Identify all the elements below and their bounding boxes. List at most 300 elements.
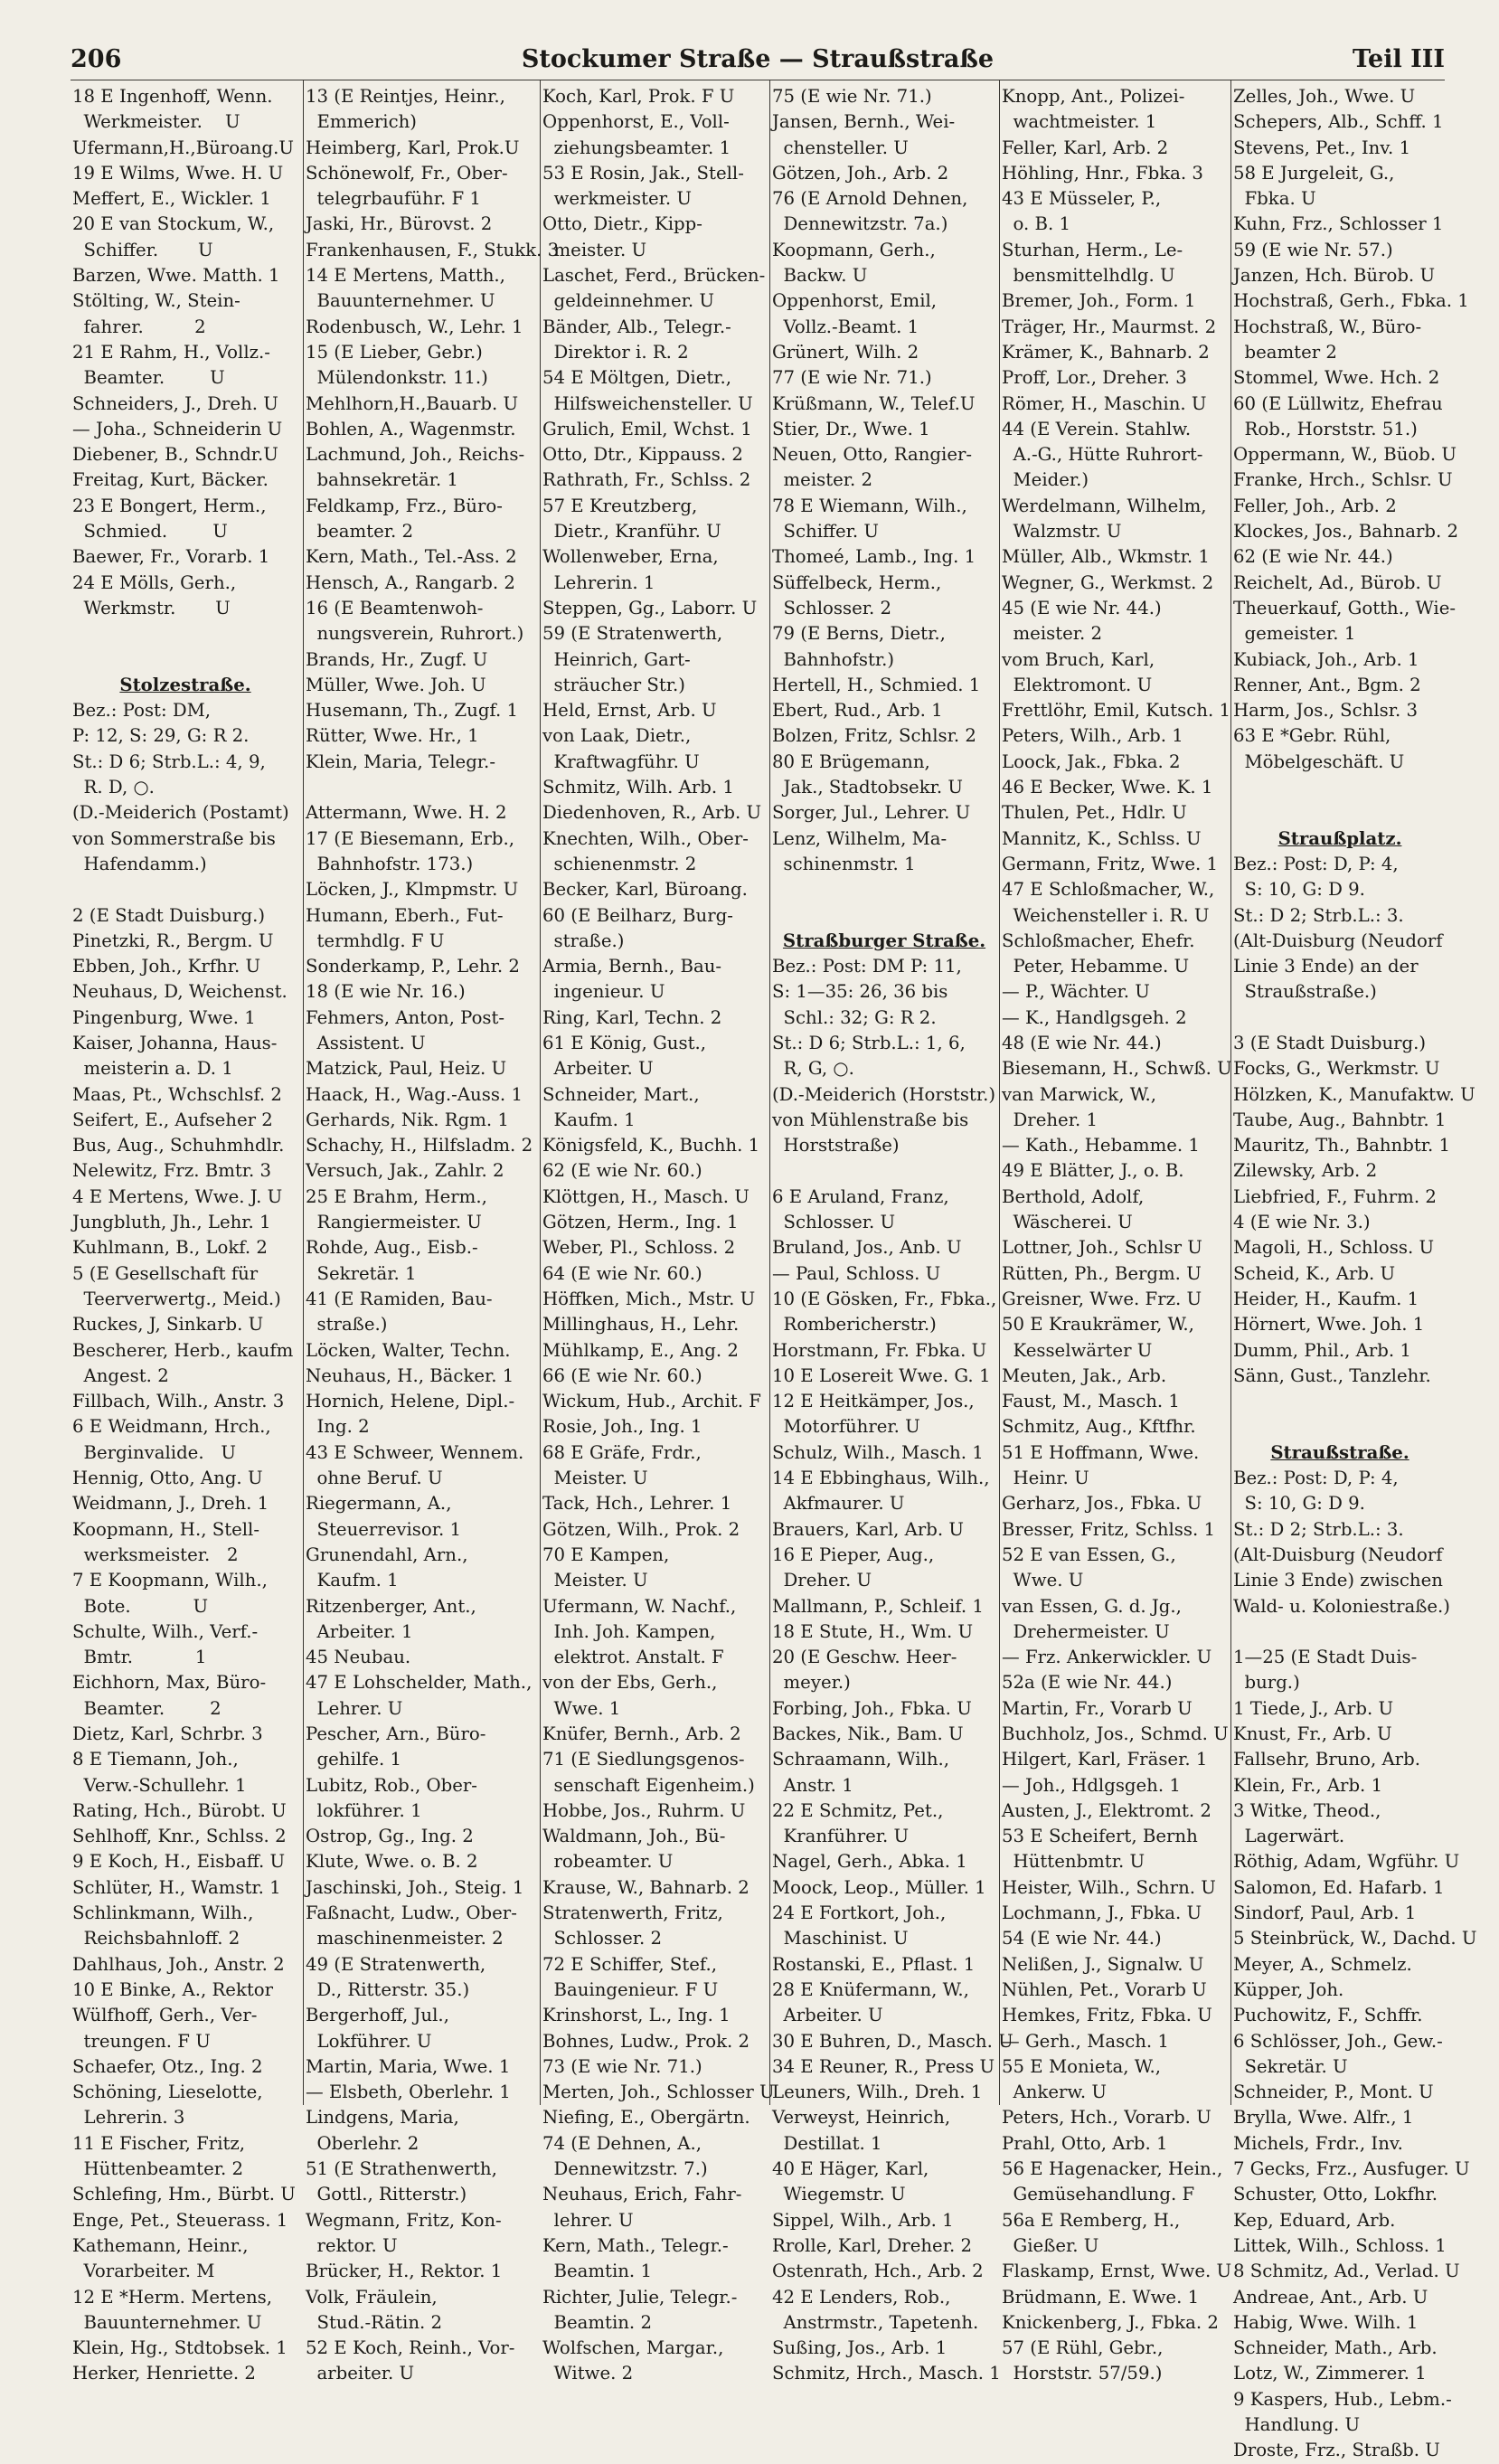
- directory-line: Focks, G., Werkmstr. U: [1233, 1058, 1440, 1080]
- directory-line: Bruland, Jos., Anb. U: [772, 1237, 962, 1259]
- directory-line: arbeiter. U: [306, 2363, 415, 2384]
- directory-line: telegrbauführ. F 1: [306, 188, 481, 210]
- directory-line: 62 (E wie Nr. 60.): [542, 1160, 702, 1182]
- directory-line: 78 E Wiemann, Wilh.,: [772, 495, 967, 516]
- column-divider: [769, 80, 770, 2105]
- directory-line: Stölting, W., Stein-: [72, 290, 240, 312]
- directory-line: 68 E Gräfe, Frdr.,: [542, 1441, 702, 1463]
- directory-line: Schneider, P., Mont. U: [1233, 2082, 1434, 2103]
- directory-line: Faßnacht, Ludw., Ober-: [306, 1902, 517, 1924]
- directory-line: Pingenburg, Wwe. 1: [72, 1006, 256, 1028]
- directory-line: 43 E Müsseler, P.,: [1002, 188, 1162, 210]
- directory-line: Dahlhaus, Joh., Anstr. 2: [72, 1953, 285, 1975]
- directory-line: Götzen, Joh., Arb. 2: [772, 162, 949, 184]
- directory-line: Sorger, Jul., Lehrer. U: [772, 802, 971, 824]
- directory-line: schinenmstr. 1: [772, 853, 916, 874]
- directory-line: Linie 3 Ende) an der: [1233, 956, 1419, 977]
- directory-line: 54 (E wie Nr. 44.): [1002, 1928, 1162, 1949]
- directory-line: Schneider, Math., Arb.: [1233, 2337, 1438, 2359]
- directory-line: Bez.: Post: DM,: [72, 700, 212, 722]
- directory-line: St.: D 6; Strb.L.: 1, 6,: [772, 1032, 966, 1053]
- directory-line: Buchholz, Jos., Schmd. U: [1002, 1723, 1229, 1744]
- directory-line: 12 E Heitkämper, Jos.,: [772, 1391, 975, 1412]
- directory-line: 72 E Schiffer, Stef.,: [542, 1953, 717, 1975]
- directory-line: robeamter. U: [542, 1851, 674, 1873]
- directory-line: Schmitz, Hrch., Masch. 1: [772, 2363, 1001, 2384]
- directory-line: 1—25 (E Stadt Duis-: [1233, 1647, 1418, 1668]
- directory-line: P: 12, S: 29, G: R 2.: [72, 725, 250, 747]
- directory-line: Bote. U: [72, 1595, 209, 1617]
- directory-line: Schlefing, Hm., Bürbt. U: [72, 2184, 296, 2205]
- directory-line: Werkmstr. U: [72, 597, 231, 618]
- directory-line: Mallmann, P., Schleif. 1: [772, 1595, 984, 1617]
- directory-line: bensmittelhdlg. U: [1002, 265, 1175, 287]
- directory-line: meisterin a. D. 1: [72, 1058, 233, 1080]
- directory-line: 55 E Monieta, W.,: [1002, 2055, 1162, 2077]
- directory-line: Littek, Wilh., Schloss. 1: [1233, 2234, 1447, 2256]
- directory-line: Löcken, J., Klmpmstr. U: [306, 879, 519, 901]
- directory-line: Hüttenbeamter. 2: [72, 2158, 244, 2180]
- part-label: Teil III: [1353, 45, 1445, 73]
- directory-line: 25 E Brahm, Herm.,: [306, 1185, 487, 1207]
- directory-line: Schneider, Mart.,: [542, 1083, 700, 1105]
- directory-line: Bez.: Post: DM P: 11,: [772, 956, 962, 977]
- directory-line: Grunendahl, Arn.,: [306, 1544, 468, 1565]
- directory-line: Leuners, Wilh., Dreh. 1: [772, 2082, 983, 2103]
- directory-line: — Joha., Schneiderin U: [72, 418, 283, 439]
- directory-line: Horststraße): [772, 1135, 900, 1156]
- directory-line: Bohnes, Ludw., Prok. 2: [542, 2030, 750, 2052]
- directory-line: Otto, Dietr., Kipp-: [542, 213, 702, 235]
- directory-line: meister. U: [542, 239, 647, 260]
- directory-line: 4 E Mertens, Wwe. J. U: [72, 1185, 283, 1207]
- directory-line: Otto, Dtr., Kippauss. 2: [542, 444, 743, 466]
- directory-line: 4 (E wie Nr. 3.): [1233, 1212, 1371, 1233]
- directory-line: Rating, Hch., Bürobt. U: [72, 1799, 287, 1821]
- directory-line: Hertell, H., Schmied. 1: [772, 674, 981, 695]
- directory-line: Dreher. 1: [1002, 1109, 1098, 1130]
- directory-line: Küpper, Joh.: [1233, 1978, 1344, 2000]
- directory-line: 66 (E wie Nr. 60.): [542, 1364, 702, 1386]
- directory-line: Inh. Joh. Kampen,: [542, 1620, 716, 1642]
- directory-line: meister. 2: [772, 469, 873, 491]
- directory-line: Bahnhofstr.): [772, 648, 895, 670]
- directory-line: Germann, Fritz, Wwe. 1: [1002, 853, 1219, 874]
- directory-line: Held, Ernst, Arb. U: [542, 700, 717, 722]
- directory-line: Stommel, Wwe. Hch. 2: [1233, 367, 1440, 389]
- directory-line: maschinenmeister. 2: [306, 1928, 504, 1949]
- directory-line: Rodenbusch, W., Lehr. 1: [306, 316, 523, 337]
- directory-line: Barzen, Wwe. Matth. 1: [72, 265, 280, 287]
- directory-line: Drehermeister. U: [1002, 1620, 1170, 1642]
- directory-line: Schiffer. U: [72, 239, 213, 260]
- directory-line: 54 E Möltgen, Dietr.,: [542, 367, 732, 389]
- directory-line: Bmtr. 1: [72, 1647, 207, 1668]
- directory-line: Steuerrevisor. 1: [306, 1518, 462, 1540]
- directory-line: Peter, Hebamme. U: [1002, 956, 1190, 977]
- directory-line: Oberlehr. 2: [306, 2132, 420, 2154]
- directory-line: 57 (E Rühl, Gebr.,: [1002, 2337, 1164, 2359]
- directory-line: Enge, Pet., Steuerass. 1: [72, 2209, 288, 2231]
- directory-line: 8 Schmitz, Ad., Verlad. U: [1233, 2261, 1460, 2282]
- directory-line: Handlung. U: [1233, 2414, 1361, 2436]
- directory-line: Puchowitz, F., Schffr.: [1233, 2005, 1423, 2026]
- directory-line: Rrolle, Karl, Dreher. 2: [772, 2234, 972, 2256]
- directory-line: Dietz, Karl, Schrbr. 3: [72, 1723, 263, 1744]
- directory-line: Werdelmann, Wilhelm,: [1002, 495, 1207, 516]
- directory-line: Kern, Math., Tel.-Ass. 2: [306, 546, 517, 568]
- directory-line: Beamtin. 1: [542, 2261, 652, 2282]
- directory-line: 10 (E Gösken, Fr., Fbka.,: [772, 1288, 997, 1309]
- directory-line: Bauingenieur. F U: [542, 1978, 719, 2000]
- directory-line: Rosie, Joh., Ing. 1: [542, 1416, 702, 1438]
- directory-line: Lotz, W., Zimmerer. 1: [1233, 2363, 1427, 2384]
- directory-line: Lachmund, Joh., Reichs-: [306, 444, 525, 466]
- directory-line: Feldkamp, Frz., Büro-: [306, 495, 503, 516]
- directory-line: Zelles, Joh., Wwe. U: [1233, 86, 1416, 107]
- directory-line: 61 E König, Gust.,: [542, 1032, 707, 1053]
- directory-line: Wald- u. Koloniestraße.): [1233, 1595, 1450, 1617]
- directory-line: Röthig, Adam, Wgführ. U: [1233, 1851, 1460, 1873]
- directory-line: Gottl., Ritterstr.): [306, 2184, 467, 2205]
- directory-line: Vollz.-Beamt. 1: [772, 316, 919, 337]
- directory-line: 52 E Koch, Reinh., Vor-: [306, 2337, 515, 2359]
- directory-line: Peters, Hch., Vorarb. U: [1002, 2107, 1211, 2129]
- directory-line: Bänder, Alb., Telegr.-: [542, 316, 731, 337]
- directory-line: Herker, Henriette. 2: [72, 2363, 256, 2384]
- directory-line: 73 (E wie Nr. 71.): [542, 2055, 702, 2077]
- directory-line: Linie 3 Ende) zwischen: [1233, 1570, 1443, 1591]
- directory-line: Heister, Wilh., Schrn. U: [1002, 1876, 1216, 1898]
- directory-line: lehrer. U: [542, 2209, 634, 2231]
- directory-line: 43 E Schweer, Wennem.: [306, 1441, 524, 1463]
- directory-line: Niefing, E., Obergärtn.: [542, 2107, 750, 2129]
- directory-line: Scheid, K., Arb. U: [1233, 1262, 1396, 1284]
- directory-line: Neuen, Otto, Rangier-: [772, 444, 973, 466]
- directory-line: Lenz, Wilhelm, Ma-: [772, 827, 947, 849]
- directory-line: termhdlg. F U: [306, 930, 445, 951]
- directory-line: Hochstraß, W., Büro-: [1233, 316, 1422, 337]
- directory-line: Schlosser. U: [772, 1212, 896, 1233]
- directory-line: Schlinkmann, Wilh.,: [72, 1902, 254, 1924]
- directory-line: Klein, Hg., Stdtobsek. 1: [72, 2337, 288, 2359]
- directory-line: Ebben, Joh., Krfhr. U: [72, 956, 261, 977]
- directory-line: Klockes, Jos., Bahnarb. 2: [1233, 521, 1459, 543]
- directory-line: Lochmann, J., Fbka. U: [1002, 1902, 1202, 1924]
- directory-line: Bergerhoff, Jul.,: [306, 2005, 449, 2026]
- directory-line: Sindorf, Paul, Arb. 1: [1233, 1902, 1417, 1924]
- directory-line: Arbeiter. 1: [306, 1620, 413, 1642]
- directory-line: Prahl, Otto, Arb. 1: [1002, 2132, 1168, 2154]
- directory-line: Wwe. U: [1002, 1570, 1084, 1591]
- directory-line: Reichelt, Ad., Bürob. U: [1233, 571, 1442, 593]
- directory-line: gemeister. 1: [1233, 623, 1356, 645]
- directory-line: Klöttgen, H., Masch. U: [542, 1185, 750, 1207]
- directory-line: Thomeé, Lamb., Ing. 1: [772, 546, 976, 568]
- directory-line: Hemkes, Fritz, Fbka. U: [1002, 2005, 1212, 2026]
- column-5: [1002, 84, 1232, 2384]
- directory-line: Schiffer. U: [772, 521, 879, 543]
- directory-line: schienenmstr. 2: [542, 853, 697, 874]
- page-title: Stockumer Straße — Straußstraße: [521, 45, 995, 73]
- directory-line: 12 E *Herm. Mertens,: [72, 2286, 273, 2308]
- directory-line: Schraamann, Wilh.,: [772, 1749, 950, 1770]
- directory-line: Heinrich, Gart-: [542, 648, 691, 670]
- directory-line: (Alt-Duisburg (Neudorf: [1233, 930, 1443, 951]
- directory-line: Rostanski, E., Pflast. 1: [772, 1953, 976, 1975]
- directory-line: [306, 775, 537, 800]
- directory-line: Knüfer, Bernh., Arb. 2: [542, 1723, 741, 1744]
- directory-line: Becker, Karl, Büroang.: [542, 879, 748, 901]
- directory-line: Matzick, Paul, Heiz. U: [306, 1058, 507, 1080]
- directory-line: 50 E Kraukrämer, W.,: [1002, 1314, 1194, 1336]
- directory-line: Rob., Horststr. 51.): [1233, 418, 1418, 439]
- directory-line: Schlosser. 2: [542, 1928, 663, 1949]
- directory-line: Rohde, Aug., Eisb.-: [306, 1237, 478, 1259]
- directory-line: Jansen, Bernh., Wei-: [772, 111, 956, 133]
- directory-line: Königsfeld, K., Buchh. 1: [542, 1135, 760, 1156]
- directory-line: Jungbluth, Jh., Lehr. 1: [72, 1212, 271, 1233]
- directory-line: Klein, Fr., Arb. 1: [1233, 1774, 1383, 1796]
- directory-line: Gießer. U: [1002, 2234, 1099, 2256]
- directory-line: Lottner, Joh., Schlsr U: [1002, 1237, 1202, 1259]
- directory-line: [72, 647, 298, 673]
- directory-line: 7 Gecks, Frz., Ausfuger. U: [1233, 2158, 1470, 2180]
- directory-line: Bauunternehmer. U: [306, 290, 495, 312]
- directory-line: — Joh., Hdlgsgeh. 1: [1002, 1774, 1181, 1796]
- directory-line: Krüßmann, W., Telef.U: [772, 392, 976, 414]
- directory-line: 51 E Hoffmann, Wwe.: [1002, 1441, 1200, 1463]
- directory-line: Martin, Maria, Wwe. 1: [306, 2055, 511, 2077]
- column-6: [1233, 84, 1477, 2461]
- directory-line: Kuhn, Frz., Schlosser 1: [1233, 213, 1444, 235]
- directory-line: Fehmers, Anton, Post-: [306, 1006, 505, 1028]
- directory-line: werkmeister. U: [542, 188, 692, 210]
- directory-line: Knickenberg, J., Fbka. 2: [1002, 2311, 1219, 2333]
- directory-line: St.: D 2; Strb.L.: 3.: [1233, 1518, 1404, 1540]
- directory-line: 74 (E Dehnen, A.,: [542, 2132, 702, 2154]
- column-3: [542, 84, 775, 2384]
- directory-line: 44 (E Verein. Stahlw.: [1002, 418, 1192, 439]
- directory-line: [1233, 775, 1447, 800]
- directory-line: van Essen, G. d. Jg.,: [1002, 1595, 1182, 1617]
- directory-line: S: 10, G: D 9.: [1233, 1493, 1365, 1515]
- directory-line: 24 E Fortkort, Joh.,: [772, 1902, 947, 1924]
- directory-line: [1233, 1619, 1447, 1645]
- directory-line: beamter. 2: [306, 521, 414, 543]
- directory-line: Ing. 2: [306, 1416, 370, 1438]
- directory-line: Peters, Wilh., Arb. 1: [1002, 725, 1183, 747]
- column-divider: [303, 80, 304, 2105]
- column-1: [72, 84, 298, 2384]
- directory-line: Mehlhorn,H.,Bauarb. U: [306, 392, 519, 414]
- directory-line: Hennig, Otto, Ang. U: [72, 1468, 263, 1489]
- directory-line: Hüttenbmtr. U: [1002, 1851, 1145, 1873]
- street-heading: Straußstraße.: [1270, 1441, 1409, 1463]
- directory-line: 11 E Fischer, Fritz,: [72, 2132, 246, 2154]
- directory-line: 59 (E Stratenwerth,: [542, 623, 723, 645]
- directory-line: Moock, Leop., Müller. 1: [772, 1876, 986, 1898]
- directory-line: Mannitz, K., Schlss. U: [1002, 827, 1202, 849]
- directory-line: Elektromont. U: [1002, 674, 1153, 695]
- directory-line: Liebfried, F., Fuhrm. 2: [1233, 1185, 1437, 1207]
- directory-line: Schmied. U: [72, 521, 228, 543]
- directory-line: Lehrerin. 1: [542, 571, 655, 593]
- directory-line: Humann, Eberh., Fut-: [306, 904, 504, 926]
- directory-line: Lindgens, Maria,: [306, 2107, 459, 2129]
- directory-line: Schloßmacher, Ehefr.: [1002, 930, 1195, 951]
- directory-line: Lehrer. U: [306, 1697, 403, 1719]
- directory-line: Direktor i. R. 2: [542, 341, 689, 363]
- directory-line: Koch, Karl, Prok. F U: [542, 86, 735, 107]
- directory-line: Andreae, Ant., Arb. U: [1233, 2286, 1428, 2308]
- directory-line: Wäscherei. U: [1002, 1212, 1133, 1233]
- directory-line: Weidmann, J., Dreh. 1: [72, 1493, 269, 1515]
- directory-line: Forbing, Joh., Fbka. U: [772, 1697, 972, 1719]
- directory-line: [72, 877, 298, 902]
- directory-line: Horstmann, Fr. Fbka. U: [772, 1339, 987, 1361]
- directory-line: Bohlen, A., Wagenmstr.: [306, 418, 516, 439]
- directory-line: Lokführer. U: [306, 2030, 432, 2052]
- directory-line: Gemüsehandlung. F: [1002, 2184, 1195, 2205]
- directory-line: Schmitz, Aug., Kftfhr.: [1002, 1416, 1196, 1438]
- directory-line: [1233, 800, 1447, 826]
- directory-line: von Mühlenstraße bis: [772, 1109, 969, 1130]
- directory-line: Wwe. 1: [542, 1697, 621, 1719]
- directory-line: Hobbe, Jos., Ruhrm. U: [542, 1799, 746, 1821]
- directory-line: Laschet, Ferd., Brücken-: [542, 265, 766, 287]
- directory-line: Bez.: Post: D, P: 4,: [1233, 1468, 1399, 1489]
- directory-line: Bresser, Fritz, Schlss. 1: [1002, 1518, 1216, 1540]
- directory-line: Maschinist. U: [772, 1928, 909, 1949]
- directory-line: Jak., Stadtobsekr. U: [772, 777, 963, 798]
- directory-line: Stevens, Pet., Inv. 1: [1233, 137, 1411, 158]
- directory-line: St.: D 6; Strb.L.: 4, 9,: [72, 751, 266, 772]
- directory-line: Schulte, Wilh., Verf.-: [72, 1620, 259, 1642]
- directory-line: Faust, M., Masch. 1: [1002, 1391, 1180, 1412]
- directory-line: Löcken, Walter, Techn.: [306, 1339, 511, 1361]
- directory-line: straße.): [306, 1314, 388, 1336]
- directory-line: — Kath., Hebamme. 1: [1002, 1135, 1200, 1156]
- page-header: [71, 45, 1445, 78]
- directory-line: Anstr. 1: [772, 1774, 853, 1796]
- directory-line: Thulen, Pet., Hdlr. U: [1002, 802, 1187, 824]
- directory-line: Brücker, H., Rektor. 1: [306, 2261, 503, 2282]
- directory-line: Ruckes, J, Sinkarb. U: [72, 1314, 264, 1336]
- directory-line: Versuch, Jak., Zahlr. 2: [306, 1160, 504, 1182]
- directory-line: 47 E Lohschelder, Math.,: [306, 1672, 533, 1694]
- directory-line: Bescherer, Herb., kaufm: [72, 1339, 294, 1361]
- directory-line: Meyer, A., Schmelz.: [1233, 1953, 1412, 1975]
- directory-line: 64 (E wie Nr. 60.): [542, 1262, 702, 1284]
- directory-line: Arbeiter. U: [542, 1058, 654, 1080]
- directory-line: von der Ebs, Gerh.,: [542, 1672, 718, 1694]
- directory-line: Backw. U: [772, 265, 868, 287]
- directory-line: Stud.-Rätin. 2: [306, 2311, 443, 2333]
- directory-line: Kranführer. U: [772, 1826, 910, 1847]
- directory-line: Verweyst, Heinrich,: [772, 2107, 951, 2129]
- directory-line: Schaefer, Otz., Ing. 2: [72, 2055, 263, 2077]
- directory-line: Kaiser, Johanna, Haus-: [72, 1032, 278, 1053]
- directory-line: — Gerh., Masch. 1: [1002, 2030, 1169, 2052]
- directory-line: 10 E Losereit Wwe. G. 1: [772, 1364, 991, 1386]
- directory-line: Schöning, Lieselotte,: [72, 2082, 263, 2103]
- directory-line: Müller, Wwe. Joh. U: [306, 674, 486, 695]
- directory-line: Weber, Pl., Schloss. 2: [542, 1237, 736, 1259]
- directory-line: Emmerich): [306, 111, 417, 133]
- directory-line: Ostenrath, Hch., Arb. 2: [772, 2261, 984, 2282]
- directory-line: Diebener, B., Schndr.U: [72, 444, 278, 466]
- column-divider: [540, 80, 541, 2105]
- directory-line: 63 E *Gebr. Rühl,: [1233, 725, 1391, 747]
- directory-line: 21 E Rahm, H., Vollz.-: [72, 341, 270, 363]
- directory-line: Horststr. 57/59.): [1002, 2363, 1163, 2384]
- directory-line: Stier, Dr., Wwe. 1: [772, 418, 930, 439]
- directory-line: Hilgert, Karl, Fräser. 1: [1002, 1749, 1208, 1770]
- directory-line: Klein, Maria, Telegr.-: [306, 751, 495, 772]
- page-number: 206: [71, 45, 122, 73]
- directory-line: Eichhorn, Max, Büro-: [72, 1672, 267, 1694]
- directory-line: 5 (E Gesellschaft für: [72, 1262, 259, 1284]
- directory-line: Beamter. 2: [72, 1697, 222, 1719]
- directory-line: 59 (E wie Nr. 57.): [1233, 239, 1393, 260]
- directory-line: [772, 903, 996, 929]
- directory-line: Beamtin. 2: [542, 2311, 652, 2333]
- directory-line: 77 (E wie Nr. 71.): [772, 367, 932, 389]
- directory-line: Brylla, Wwe. Alfr., 1: [1233, 2107, 1414, 2129]
- directory-line: Dennewitzstr. 7a.): [772, 213, 948, 235]
- directory-line: Bauunternehmer. U: [72, 2311, 262, 2333]
- directory-line: Harm, Jos., Schlsr. 3: [1233, 700, 1419, 722]
- directory-line: Knust, Fr., Arb. U: [1233, 1723, 1392, 1744]
- directory-line: Berginvalide. U: [72, 1441, 236, 1463]
- directory-line: van Marwick, W.,: [1002, 1083, 1157, 1105]
- directory-line: Sußing, Jos., Arb. 1: [772, 2337, 947, 2359]
- directory-line: 62 (E wie Nr. 44.): [1233, 546, 1393, 568]
- directory-line: Franke, Hrch., Schlsr. U: [1233, 469, 1453, 491]
- directory-line: Meider.): [1002, 469, 1089, 491]
- directory-line: Loock, Jak., Fbka. 2: [1002, 751, 1181, 772]
- column-4: [772, 84, 1013, 2384]
- street-heading: Straßburger Straße.: [782, 930, 986, 951]
- directory-line: Stratenwerth, Fritz,: [542, 1902, 723, 1924]
- directory-line: Kathemann, Heinr.,: [72, 2234, 249, 2256]
- directory-line: Verw.-Schullehr. 1: [72, 1774, 247, 1796]
- directory-line: Oppenhorst, Emil,: [772, 290, 938, 312]
- directory-line: 52 E van Essen, G.,: [1002, 1544, 1176, 1565]
- directory-line: Schlosser. 2: [772, 597, 892, 618]
- directory-line: Mülendonkstr. 11.): [306, 367, 488, 389]
- directory-line: Koopmann, H., Stell-: [72, 1518, 260, 1540]
- directory-line: Heimberg, Karl, Prok.U: [306, 137, 520, 158]
- directory-line: Taube, Aug., Bahnbtr. 1: [1233, 1109, 1447, 1130]
- directory-line: Schneiders, J., Dreh. U: [72, 392, 278, 414]
- directory-line: Droste, Frz., Straßb. U: [1233, 2440, 1440, 2461]
- directory-line: Dennewitzstr. 7.): [542, 2158, 708, 2180]
- directory-line: vom Bruch, Karl,: [1002, 648, 1155, 670]
- directory-line: 20 (E Geschw. Heer-: [772, 1647, 957, 1668]
- directory-line: Kaufm. 1: [306, 1570, 399, 1591]
- directory-line: Walzmstr. U: [1002, 521, 1122, 543]
- directory-line: Brauers, Karl, Arb. U: [772, 1518, 964, 1540]
- directory-line: fahrer. 2: [72, 316, 206, 337]
- directory-line: Lagerwärt.: [1233, 1826, 1345, 1847]
- directory-line: 60 (E Beilharz, Burg-: [542, 904, 733, 926]
- directory-line: Freitag, Kurt, Bäcker.: [72, 469, 269, 491]
- directory-line: 56a E Remberg, H.,: [1002, 2209, 1181, 2231]
- directory-line: 5 Steinbrück, W., Dachd. U: [1233, 1928, 1477, 1949]
- directory-line: Feller, Joh., Arb. 2: [1233, 495, 1397, 516]
